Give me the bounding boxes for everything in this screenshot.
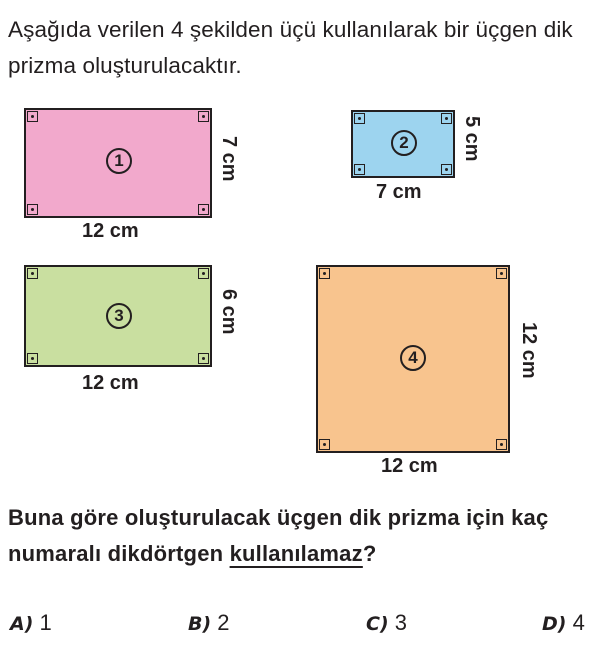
rectangle-3 [24, 265, 212, 367]
choice-d[interactable] [542, 610, 585, 636]
rectangle-1 [24, 108, 212, 218]
right-angle-icon [198, 268, 209, 279]
right-angle-icon [319, 268, 330, 279]
rectangle-2 [351, 110, 455, 178]
right-angle-icon [496, 268, 507, 279]
choice-a[interactable] [10, 610, 52, 636]
rectangle-4 [316, 265, 510, 453]
right-angle-icon [496, 439, 507, 450]
height-label: 12 cm [518, 322, 540, 379]
width-label: 12 cm [381, 455, 438, 477]
width-label: 12 cm [82, 220, 139, 242]
choice-letter: C) [366, 613, 389, 635]
choice-letter: B) [188, 613, 212, 635]
width-label: 7 cm [376, 181, 422, 203]
width-label: 12 cm [82, 372, 139, 394]
intro-text: Aşağıda verilen 4 şekilden üçü kullanılarak bir üçgen dik prizma oluşturulacaktır. [8, 17, 573, 78]
right-angle-icon [354, 113, 365, 124]
question-text [8, 500, 602, 572]
right-angle-icon [354, 164, 365, 175]
right-angle-icon [27, 268, 38, 279]
choice-value: 4 [572, 610, 585, 635]
choice-c[interactable] [366, 610, 407, 636]
shape-number: 2 [391, 130, 417, 156]
shape-number: 3 [106, 303, 132, 329]
question-emphasis: kullanılamaz [229, 541, 363, 566]
right-angle-icon [27, 111, 38, 122]
question-end: ? [362, 541, 377, 566]
right-angle-icon [198, 204, 209, 215]
shape-number: 4 [400, 345, 426, 371]
right-angle-icon [27, 353, 38, 364]
right-angle-icon [27, 204, 38, 215]
right-angle-icon [319, 439, 330, 450]
right-angle-icon [441, 164, 452, 175]
question-part: Buna göre oluşturulacak üçgen dik prizma için kaç numaralı dikdörtgen [8, 505, 549, 566]
choice-letter: D) [542, 613, 567, 635]
right-angle-icon [441, 113, 452, 124]
height-label: 5 cm [461, 116, 483, 162]
choice-value: 1 [39, 610, 52, 635]
height-label: 7 cm [218, 136, 240, 182]
choice-letter: A) [10, 613, 34, 635]
right-angle-icon [198, 353, 209, 364]
choice-value: 2 [217, 610, 230, 635]
shape-number: 1 [106, 148, 132, 174]
height-label: 6 cm [218, 289, 240, 335]
right-angle-icon [198, 111, 209, 122]
choice-b[interactable] [188, 610, 230, 636]
choice-value: 3 [394, 610, 408, 635]
